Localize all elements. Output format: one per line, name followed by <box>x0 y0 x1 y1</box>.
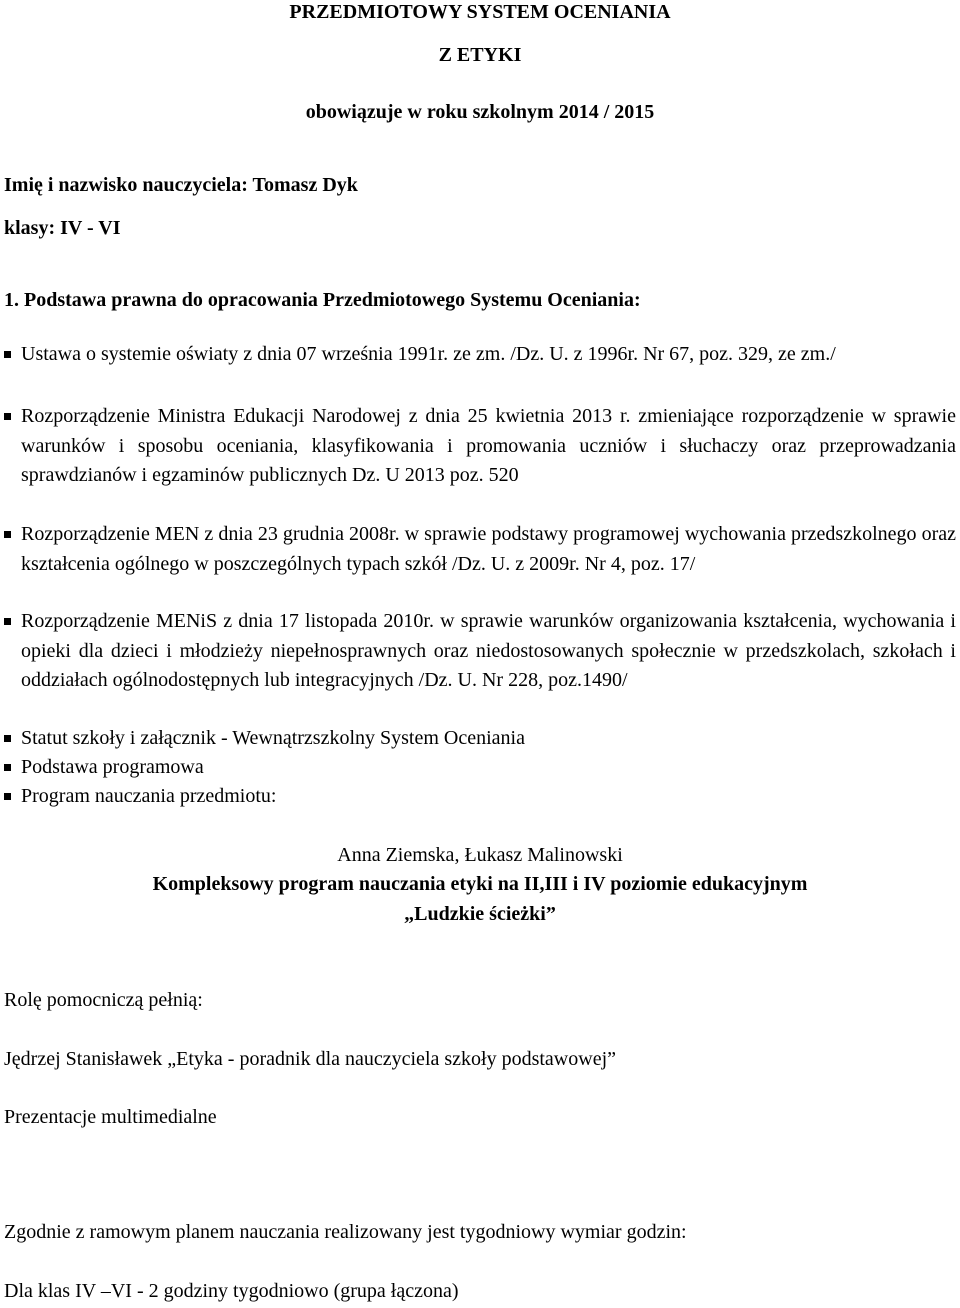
classes: klasy: IV - VI <box>4 217 121 239</box>
list-item: Rozporządzenie MENiS z dnia 17 listopada 2010r. w sprawie warunków organizowania kształcenia, wychowania i opieki dla dzieci i młodzieży niepełnosprawnych oraz niedostosowanych społecznie w przedszkolach, szkołach i oddziałach ogólnodostępnych lub integracyjnych /Dz. U. Nr 228, poz.1490/ <box>4 607 956 696</box>
list-item: Rozporządzenie MEN z dnia 23 grudnia 2008r. w sprawie podstawy programowej wychowania przedszkolnego oraz kształcenia ogólnego w poszczególnych typach szkół /Dz. U. z 2009r. Nr 4, poz. 17/ <box>4 520 956 579</box>
teacher-name: Imię i nazwisko nauczyciela: Tomasz Dyk <box>4 174 358 196</box>
list-item: Statut szkoły i załącznik - Wewnątrzszkolny System Oceniania <box>4 724 956 754</box>
bullet-square-icon <box>4 793 11 800</box>
bullet-square-icon <box>4 413 11 420</box>
supporting-role-heading: Rolę pomocniczą pełnią: <box>4 989 203 1011</box>
bullet-square-icon <box>4 531 11 538</box>
list-item: Podstawa programowa <box>4 753 956 783</box>
document-title: PRZEDMIOTOWY SYSTEM OCENIANIA <box>289 1 671 23</box>
hours-intro: Zgodnie z ramowym planem nauczania realizowany jest tygodniowy wymiar godzin: <box>4 1221 687 1243</box>
program-title-quote: „Ludzkie ścieżki” <box>404 903 556 925</box>
bullet-square-icon <box>4 618 11 625</box>
bullet-square-icon <box>4 735 11 742</box>
program-name: Kompleksowy program nauczania etyki na II,III i IV poziomie edukacyjnym <box>152 873 808 895</box>
bullet-square-icon <box>4 351 11 358</box>
bullet-square-icon <box>4 764 11 771</box>
program-authors: Anna Ziemska, Łukasz Malinowski <box>337 844 623 866</box>
list-item: Rozporządzenie Ministra Edukacji Narodowej z dnia 25 kwietnia 2013 r. zmieniające rozporządzenie w sprawie warunków i sposobu oceniania, klasyfikowania i promowania uczniów i słuchaczy oraz przeprowadzania sprawdzianów i egzaminów publicznych Dz. U 2013 poz. 520 <box>4 402 956 491</box>
document-subject: Z ETYKI <box>438 44 522 66</box>
supporting-book: Jędrzej Stanisławek „Etyka - poradnik dla nauczyciela szkoły podstawowej” <box>4 1048 617 1070</box>
hours-detail: Dla klas IV –VI - 2 godziny tygodniowo (grupa łączona) <box>4 1280 459 1302</box>
list-item: Program nauczania przedmiotu: <box>4 782 956 812</box>
presentations: Prezentacje multimedialne <box>4 1106 217 1128</box>
school-year: obowiązuje w roku szkolnym 2014 / 2015 <box>305 101 655 123</box>
section-heading-legal-basis: 1. Podstawa prawna do opracowania Przedmiotowego Systemu Oceniania: <box>4 289 641 311</box>
list-item: Ustawa o systemie oświaty z dnia 07 września 1991r. ze zm. /Dz. U. z 1996r. Nr 67, poz. 329, ze zm./ <box>4 340 956 370</box>
